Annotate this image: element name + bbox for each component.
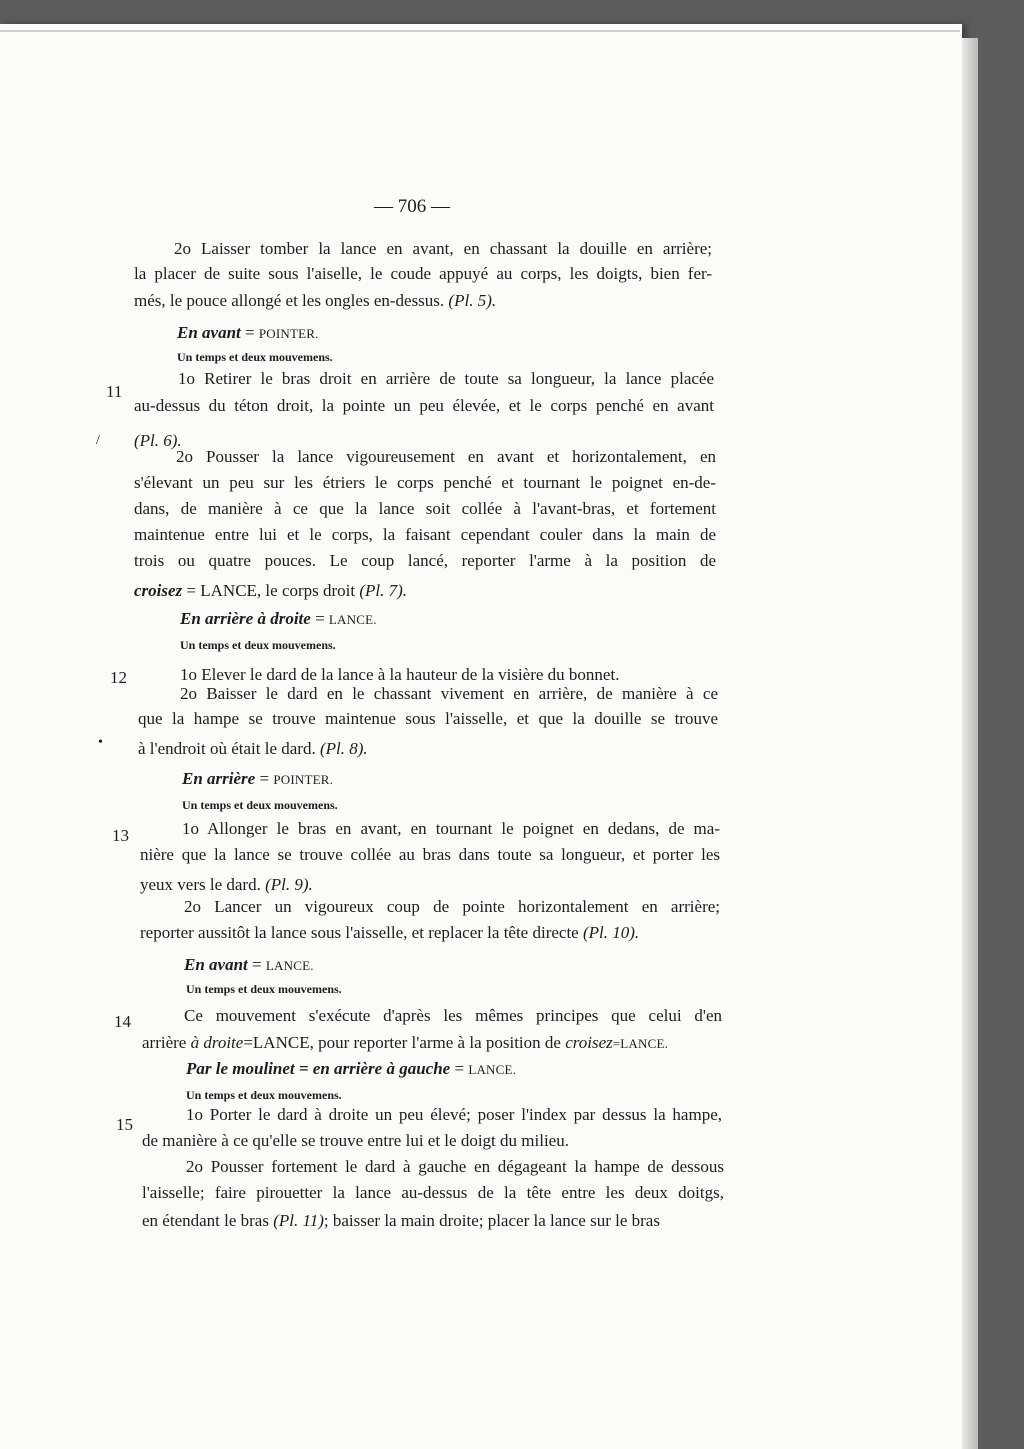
text-line: 2o Pousser la lance vigoureusement en avant et horizontalement, en bbox=[176, 447, 716, 466]
timing-note: Un temps et deux mouvemens. bbox=[177, 350, 333, 364]
command-line: Par le moulinet = en arrière à gauche = LANCE. bbox=[186, 1059, 517, 1078]
text-line: s'élevant un peu sur les étriers le corps penché et tournant le poignet en-de- bbox=[134, 473, 716, 492]
text-line: reporter aussitôt la lance sous l'aisselle, et replacer la tête directe (Pl. 10). bbox=[140, 923, 640, 942]
text-line: més, le pouce allongé et les ongles en-dessus. (Pl. 5). bbox=[134, 291, 497, 310]
text-line: la placer de suite sous l'aiselle, le coude appuyé au corps, les doigts, bien fer- bbox=[134, 264, 712, 283]
command-line: En arrière à droite = LANCE. bbox=[180, 609, 377, 628]
text-line: l'aisselle; faire pirouetter la lance au-dessus de la tête entre les deux doitgs, bbox=[142, 1183, 724, 1202]
section-number: 15 bbox=[116, 1115, 133, 1134]
command-line: En avant = LANCE. bbox=[184, 955, 314, 974]
page-top-border bbox=[0, 30, 960, 32]
plate-reference: (Pl. 10). bbox=[582, 923, 640, 942]
command-line: En avant = POINTER. bbox=[177, 323, 319, 342]
section-number: 12 bbox=[110, 668, 127, 687]
text-line: de manière à ce qu'elle se trouve entre lui et le doigt du milieu. bbox=[142, 1131, 569, 1150]
text-line: maintenue entre lui et le corps, la faisant cependant couler dans la main de bbox=[134, 525, 716, 544]
timing-note: Un temps et deux mouvemens. bbox=[186, 1088, 342, 1102]
timing-note: Un temps et deux mouvemens. bbox=[186, 982, 342, 996]
text-line: 2o Laisser tomber la lance en avant, en chassant la douille en arrière; bbox=[174, 239, 712, 258]
text-line: Ce mouvement s'exécute d'après les mêmes principes que celui d'en bbox=[184, 1006, 722, 1025]
text-line: en étendant le bras (Pl. 11); baisser la main droite; placer la lance sur le bras bbox=[142, 1211, 660, 1230]
plate-reference: (Pl. 8). bbox=[319, 739, 368, 758]
margin-mark: / bbox=[96, 433, 100, 448]
plate-reference: (Pl. 6). bbox=[134, 431, 182, 450]
text-line: à l'endroit où était le dard. (Pl. 8). bbox=[138, 739, 368, 758]
text-line: 2o Lancer un vigoureux coup de pointe horizontalement en arrière; bbox=[184, 897, 720, 916]
text-line: 2o Baisser le dard en le chassant vivement en arrière, de manière à ce bbox=[180, 684, 718, 703]
text-line: nière que la lance se trouve collée au bras dans toute sa longueur, et porter les bbox=[140, 845, 720, 864]
plate-reference: (Pl. 9). bbox=[265, 875, 313, 894]
plate-reference: (Pl. 5). bbox=[448, 291, 497, 310]
text-line: 2o Pousser fortement le dard à gauche en dégageant la hampe de dessous bbox=[186, 1157, 724, 1176]
section-number: 14 bbox=[114, 1012, 131, 1031]
text-line: au-dessus du téton droit, la pointe un peu élevée, et le corps penché en avant bbox=[134, 396, 714, 415]
margin-mark: • bbox=[98, 735, 103, 750]
text-line: croisez = LANCE, le corps droit (Pl. 7). bbox=[134, 581, 408, 600]
text-line: que la hampe se trouve maintenue sous l'aisselle, et que la douille se trouve bbox=[138, 709, 718, 728]
text-line: 1o Elever le dard de la lance à la hauteur de la visière du bonnet. bbox=[180, 665, 620, 684]
section-number: 11 bbox=[106, 382, 123, 401]
text-line: 1o Retirer le bras droit en arrière de toute sa longueur, la lance placée bbox=[178, 369, 714, 388]
plate-reference: (Pl. 11) bbox=[273, 1211, 324, 1230]
section-number: 13 bbox=[112, 826, 129, 845]
text-line: yeux vers le dard. (Pl. 9). bbox=[140, 875, 313, 894]
command-line: En arrière = POINTER. bbox=[182, 769, 334, 788]
text-line: 1o Allonger le bras en avant, en tournant le poignet en dedans, de ma- bbox=[182, 819, 720, 838]
text-line: trois ou quatre pouces. Le coup lancé, reporter l'arme à la position de bbox=[134, 551, 716, 570]
text-line: arrière à droite=LANCE, pour reporter l'arme à la position de croisez=LANCE. bbox=[142, 1033, 669, 1052]
plate-reference: (Pl. 7). bbox=[359, 581, 408, 600]
timing-note: Un temps et deux mouvemens. bbox=[182, 798, 338, 812]
text-line: 1o Porter le dard à droite un peu élevé; poser l'index par dessus la hampe, bbox=[186, 1105, 722, 1124]
page-edge bbox=[962, 38, 978, 1449]
page-number: — 706 — bbox=[374, 196, 450, 217]
timing-note: Un temps et deux mouvemens. bbox=[180, 638, 336, 652]
text-line: dans, de manière à ce que la lance soit collée à l'avant-bras, et fortement bbox=[134, 499, 716, 518]
